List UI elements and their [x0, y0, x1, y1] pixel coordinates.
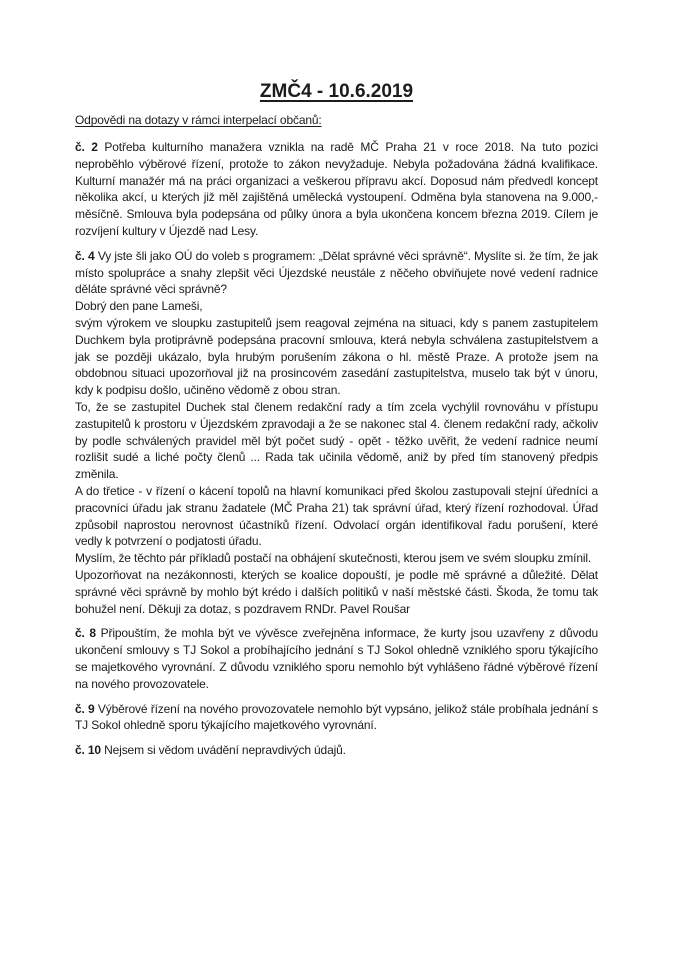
paragraph-text: č. 10 Nejsem si vědom uvádění nepravdivých údajů.: [75, 743, 346, 758]
answer-paragraph: [75, 248, 598, 618]
paragraph-text: č. 4 Vy jste šli jako OÚ do voleb s programem: „Dělat správné věci správně“. Myslíte si. že tím, že jak místo spolupráce a snahy zlepšit věci Újezdské neustále z něčeho obviňujete nové vedení radnice děláte správné věci správně?: [75, 248, 598, 297]
answer-paragraph: [75, 742, 598, 759]
paragraph-text: č. 2 Potřeba kulturního manažera vznikla na radě MČ Praha 21 v roce 2018. Na tuto pozici neproběhlo výběrové řízení, protože to zákon nevyžaduje. Nebyla požadována žádná kvalifikace. Kulturní manažér má na práci organizaci a veškerou přípravu akcí. Doposud nám předvedl koncept několika akcí, u kterých již měl zajištěná umělecká vystoupení. Odměna byla stanovena na 9.000,- měsíčně. Smlouva byla podepsána od půlky února a byla ukončena koncem března 2019. Cílem je rozvíjení kultury v Újezdě nad Lesy.: [75, 140, 598, 238]
answer-paragraph: [75, 625, 598, 692]
answers-list: [75, 139, 598, 759]
paragraph-text: svým výrokem ve sloupku zastupitelů jsem reagoval zejména na situaci, kdy s panem zastupitelem Duchkem byla protiprávně podepsána pracovní smlouva, která nebyla schválena zastupitelstvem a jak se později ukázalo, byla hrubým porušením zákona o hl. městě Praze. A protože jsem na obdobnou situaci upozorňoval již na prosincovém zasedání zastupitelstva, muselo tak být v únoru, kdy k podpisu došlo, učiněno vědomě z obou stran.: [75, 315, 598, 398]
answer-paragraph: [75, 139, 598, 240]
paragraph-text: Myslím, že těchto pár příkladů postačí na obhájení skutečnosti, kterou jsem ve svém sloupku zmínil.: [75, 551, 592, 566]
paragraph-text: Upozorňovat na nezákonnosti, kterých se koalice dopouští, je podle mě správné a důležité. Dělat správné věci správně by mohlo být krédo i dalších politiků v naší městské části. Škoda, že tomu tak bohužel není. Děkuji za dotaz, s pozdravem RNDr. Pavel Roušar: [75, 567, 598, 616]
answer-paragraph: [75, 701, 598, 735]
question-number-label: č. 8: [75, 626, 96, 641]
question-number-label: č. 10: [75, 743, 101, 758]
paragraph-text: č. 8 Připouštím, že mohla být ve vývěsce zveřejněna informace, že kurty jsou uzavřeny z důvodu ukončení smlouvy s TJ Sokol a probíhajícího jednání s TJ Sokol ohledně vzniklého sporu týkajícího se majetkového vyrovnání. Z důvodu vzniklého sporu nemohlo být vyhlášeno řádné výběrové řízení na nového provozovatele.: [75, 626, 599, 691]
page-title-text: ZMČ4 - 10.6.2019: [259, 81, 414, 102]
paragraph-text: Dobrý den pane Lameši,: [75, 299, 203, 314]
section-heading: Odpovědi na dotazy v rámci interpelací občanů:: [75, 113, 322, 127]
paragraph-text: A do třetice - v řízení o kácení topolů na hlavní komunikaci před školou zastupovali stejní úředníci a pracovníci úřadu jak stranu žadatele (MČ Praha 21) tak správní úřad, který řízení rozhodoval. Úřad způsobil naprostou nerovnost účastníků řízení. Odvolací orgán identifikoval řadu porušení, které vedly k potvrzení o podjatosti úřadu.: [75, 483, 598, 549]
paragraph-text: č. 9 Výběrové řízení na nového provozovatele nemohlo být vypsáno, jelikož stále probíhala jednání s TJ Sokol ohledně sporu týkajícího majetkového vyrovnání.: [75, 701, 598, 733]
paragraph-text: To, že se zastupitel Duchek stal členem redakční rady a tím zcela vychýlil rovnováhu v přístupu zastupitelů k prostoru v Újezdském zpravodaji a že se nakonec stal 4. členem redakční rady, ačkoliv by podle schválených pravidel měl být počet sudý - opět - těžko uvěřit, že vedení radnice neumí rozlišit sudé a liché počty členů ... Rada tak učinila vědomě, aniž by před tím stanovený předpis změnila.: [75, 399, 598, 482]
question-number-label: č. 9: [75, 701, 95, 716]
question-number-label: č. 2: [75, 140, 98, 154]
question-number-label: č. 4: [75, 248, 95, 263]
page-title: [75, 81, 598, 103]
